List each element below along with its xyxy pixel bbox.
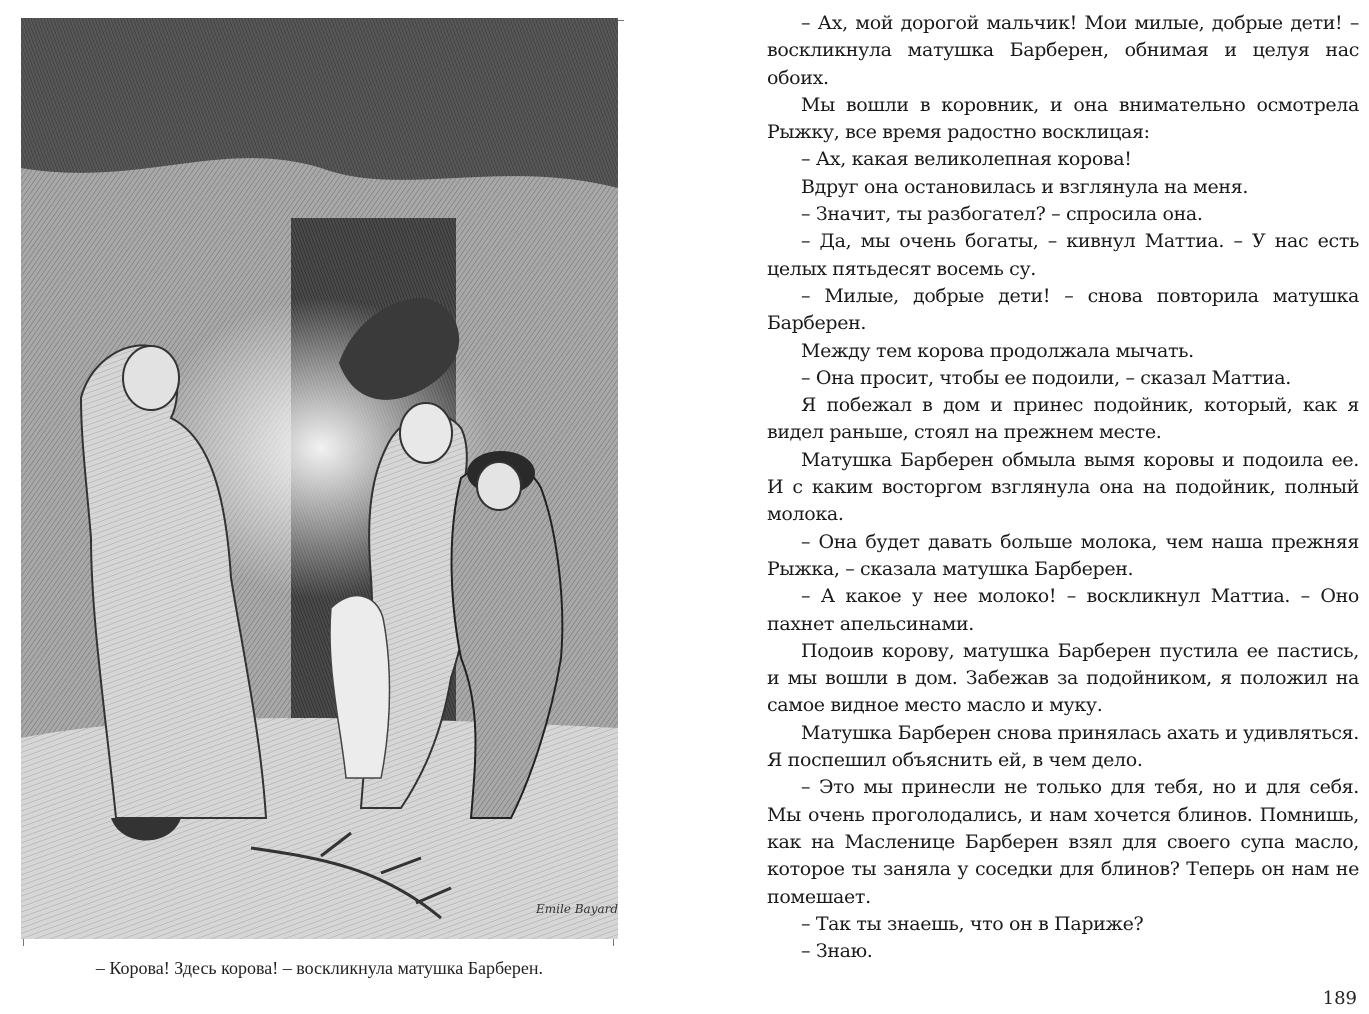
illustration-caption: – Корова! Здесь корова! – воскликнула матушка Барберен.: [95, 958, 544, 978]
engraving-signature: Emile Bayard: [536, 902, 618, 916]
paragraph: – Ах, мой дорогой мальчик! Мои милые, добрые дети! – воскликнула матушка Барберен, обнимая и целуя нас обоих.: [767, 12, 1359, 89]
paragraph: Между тем корова продолжала мычать.: [801, 339, 1194, 362]
paragraph: – Знаю.: [801, 940, 873, 963]
paragraph: Мы вошли в коровник, и она внимательно осмотрела Рыжку, все время радостно восклицая:: [767, 93, 1359, 144]
text-column: [767, 10, 1359, 965]
paragraph: – Ах, какая великолепная корова!: [801, 148, 1132, 171]
page-number: 189: [1322, 988, 1357, 1009]
paragraph: – Она будет давать больше молока, чем наша прежняя Рыжка, – сказала матушка Барберен.: [767, 530, 1359, 580]
paragraph: – А какое у нее молоко! – воскликнул Маттиа. – Оно пахнет апельсинами.: [767, 585, 1359, 635]
paragraph: Матушка Барберен снова принялась ахать и удивляться. Я поспешил объяснить ей, в чем дело.: [767, 721, 1359, 772]
paragraph: – Это мы принесли не только для тебя, но и для себя. Мы очень проголодались, и нам хочется блинов. Помнишь, как на Масленице Барберен взял для своего супа масло, которое ты заняла у соседки для блинов? Теперь он нам не помешает.: [767, 776, 1359, 908]
paragraph: Матушка Барберен обмыла вымя коровы и подоила ее. И с каким восторгом взглянула она на подойник, полный молока.: [767, 448, 1359, 526]
paragraph: – Так ты знаешь, что он в Париже?: [801, 912, 1144, 935]
engraving-illustration: [21, 18, 618, 939]
paragraph: – Милые, добрые дети! – снова повторила матушка Барберен.: [767, 284, 1359, 335]
paragraph: – Да, мы очень богаты, – кивнул Маттиа. – У нас есть целых пятьдесят восемь су.: [767, 230, 1359, 280]
paragraph: – Она просит, чтобы ее подоили, – сказал Маттиа.: [801, 366, 1291, 389]
paragraph: Вдруг она остановилась и взглянула на меня.: [801, 175, 1249, 198]
paragraph: Я побежал в дом и принес подойник, который, как я видел раньше, стоял на прежнем месте.: [767, 394, 1359, 444]
paragraph: – Значит, ты разбогател? – спросила она.: [801, 203, 1203, 226]
paragraph: Подоив корову, матушка Барберен пустила ее пастись, и мы вошли в дом. Забежав за подойником, я положил на самое видное место масло и муку.: [767, 639, 1359, 717]
